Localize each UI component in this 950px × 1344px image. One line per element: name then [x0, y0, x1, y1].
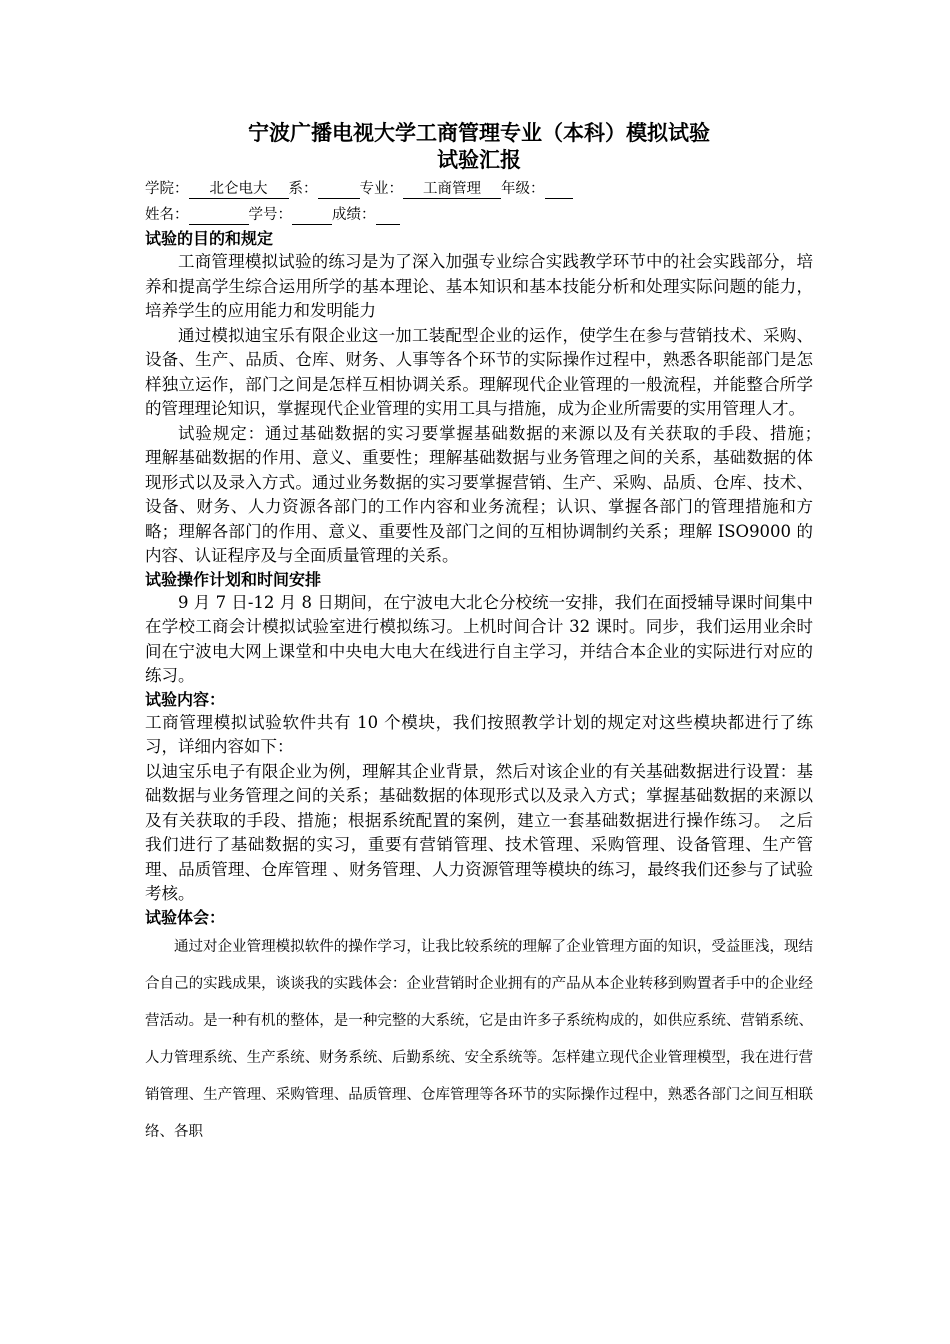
major-value: 工商管理	[403, 180, 501, 199]
document-title-line2: 试验汇报	[437, 148, 521, 172]
score-label: 成绩：	[332, 207, 376, 223]
document-page	[145, 120, 830, 1151]
dept-label: 系：	[288, 181, 318, 197]
grade-blank	[545, 180, 573, 199]
major-label: 专业：	[359, 181, 403, 197]
section-heading-plan: 试验操作计划和时间安排	[145, 569, 322, 589]
student-id-label: 学号：	[248, 207, 292, 223]
purpose-paragraph-2: 通过模拟迪宝乐有限企业这一加工装配型企业的运作，使学生在参与营销技术、采购、设备、生产、品质、仓库、财务、人事等各个环节的实际操作过程中，熟悉各职能部门是怎样独立运作，部门之间是怎样互相协调关系。理解现代企业管理的一般流程，并能整合所学的管理理论知识，掌握现代企业管理的实用工具与措施，成为企业所需要的实用管理人才。	[145, 325, 813, 418]
content-paragraph-2: 以迪宝乐电子有限企业为例，理解其企业背景，然后对该企业的有关基础数据进行设置：基础数据与业务管理之间的关系；基础数据的体现形式以及录入方式；掌握基础数据的来源以及有关获取的手段、措施；根据系统配置的案例，建立一套基础数据进行操作练习。 之后我们进行了基础数据的实习，重要有营销管理、技术管理、采购管理、设备管理、生产管理、品质管理、仓库管理 、财务管理、人力资源管理等模块的练习，最终我们还参与了试验考核。	[145, 761, 813, 903]
student-id-blank	[292, 206, 332, 225]
content-paragraph-1: 工商管理模拟试验软件共有 10 个模块，我们按照教学计划的规定对这些模块都进行了练习，详细内容如下：	[145, 712, 813, 756]
document-title-line1: 宁波广播电视大学工商管理专业（本科）模拟试验	[248, 121, 710, 145]
purpose-paragraph-1: 工商管理模拟试验的练习是为了深入加强专业综合实践教学环节中的社会实践部分，培养和提高学生综合运用所学的基本理论、基本知识和基本技能分析和处理实际问题的能力，培养学生的应用能力和发明能力	[145, 252, 813, 320]
experience-paragraph-1: 通过对企业管理模拟软件的操作学习，让我比较系统的理解了企业管理方面的知识，受益匪浅，现结合自己的实践成果，谈谈我的实践体会：企业营销时企业拥有的产品从本企业转移到购置者手中的企业经营活动。是一种有机的整体，是一种完整的大系统，它是由许多子系统构成的，如供应系统、营销系统、人力管理系统、生产系统、财务系统、后勤系统、安全系统等。怎样建立现代企业管理模型，我在进行营销管理、生产管理、采购管理、品质管理、仓库管理等各环节的实际操作过程中，熟悉各部门之间互相联络、各职	[145, 938, 813, 1140]
info-row-1	[145, 176, 813, 202]
name-label: 姓名：	[145, 207, 189, 223]
plan-paragraph-1: 9 月 7 日-12 月 8 日期间，在宁波电大北仑分校统一安排，我们在面授辅导课时间集中在学校工商会计模拟试验室进行模拟练习。上机时间合计 32 课时。同步，我们运用业余时间在宁波电大网上课堂和中央电大电大在线进行自主学习，并结合本企业的实际进行对应的练习。	[145, 592, 813, 685]
score-blank	[376, 206, 400, 225]
grade-label: 年级：	[501, 181, 545, 197]
section-heading-purpose: 试验的目的和规定	[145, 229, 274, 248]
dept-blank	[318, 180, 360, 199]
college-value: 北仑电大	[189, 180, 289, 199]
purpose-paragraph-3: 试验规定：通过基础数据的实习要掌握基础数据的来源以及有关获取的手段、措施； 理解基础数据的作用、意义、重要性；理解基础数据与业务管理之间的关系，基础数据的体现形式以及录入方式。通过业务数据的实习要掌握营销、生产、采购、品质、仓库、技术、设备、财务、人力资源各部门的工作内容和业务流程；认识、掌握各部门的管理措施和方略；理解各部门的作用、意义、重要性及部门之间的互相协调制约关系；理解 ISO9000 的内容、认证程序及与全面质量管理的关系。	[145, 423, 830, 565]
section-heading-content: 试验内容：	[145, 689, 226, 709]
college-label: 学院：	[145, 181, 189, 197]
name-blank	[189, 206, 249, 225]
info-row-2	[145, 202, 813, 228]
section-heading-experience: 试验体会：	[145, 907, 226, 927]
